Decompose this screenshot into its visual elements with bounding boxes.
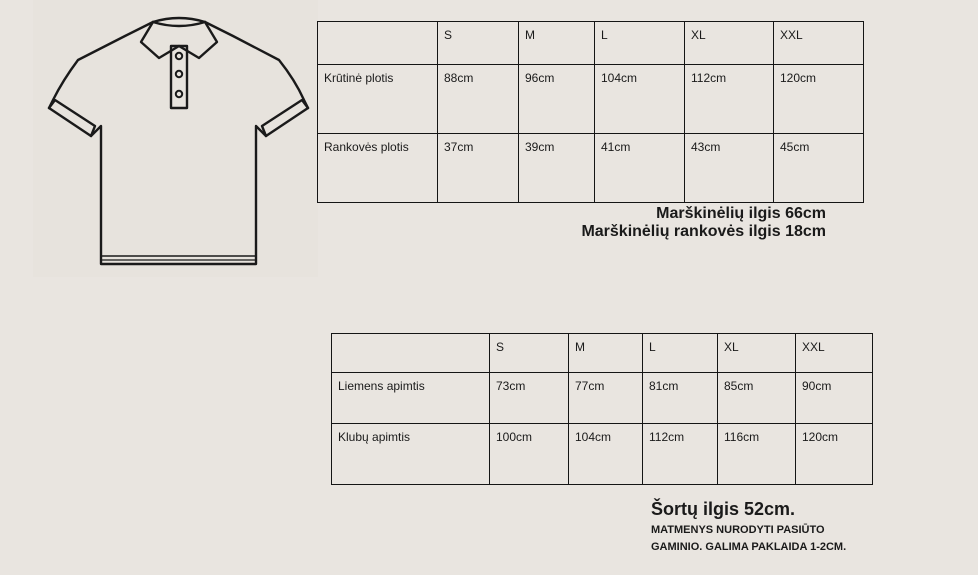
- shorts-length-note: Šortų ilgis 52cm.: [651, 499, 796, 519]
- row-label: Rankovės plotis: [318, 134, 438, 203]
- shirt-length-note: Marškinėlių ilgis 66cm: [656, 205, 826, 222]
- table-cell: 43cm: [685, 134, 774, 203]
- table-cell: 90cm: [796, 373, 873, 424]
- size-header-m: M: [569, 334, 643, 373]
- table-cell: 39cm: [519, 134, 595, 203]
- table-cell: 73cm: [490, 373, 569, 424]
- table-cell: 81cm: [643, 373, 718, 424]
- table-cell: 96cm: [519, 65, 595, 134]
- size-header-l: L: [643, 334, 718, 373]
- table-row: [332, 373, 873, 424]
- table-cell: 112cm: [685, 65, 774, 134]
- table-cell: 37cm: [438, 134, 519, 203]
- table-header-row: [332, 334, 873, 373]
- table-cell: 104cm: [569, 424, 643, 485]
- table-cell: 112cm: [643, 424, 718, 485]
- table-row: [318, 134, 864, 203]
- shirt-size-table: [317, 21, 864, 203]
- table-cell: 100cm: [490, 424, 569, 485]
- table-cell: 85cm: [718, 373, 796, 424]
- table-cell: 120cm: [774, 65, 864, 134]
- polo-shirt-icon: [33, 0, 318, 277]
- table-cell: 41cm: [595, 134, 685, 203]
- table-cell: 104cm: [595, 65, 685, 134]
- header-empty-cell: [318, 22, 438, 65]
- table-header-row: [318, 22, 864, 65]
- shorts-size-table: [331, 333, 873, 485]
- table-cell: 120cm: [796, 424, 873, 485]
- size-header-l: L: [595, 22, 685, 65]
- row-label: Klubų apimtis: [332, 424, 490, 485]
- size-header-xxl: XXL: [796, 334, 873, 373]
- table-cell: 88cm: [438, 65, 519, 134]
- row-label: Liemens apimtis: [332, 373, 490, 424]
- size-header-m: M: [519, 22, 595, 65]
- polo-shirt-illustration: [33, 0, 318, 277]
- size-header-xl: XL: [718, 334, 796, 373]
- measurement-note-line-1: MATMENYS NURODYTI PASIŪTO: [651, 524, 825, 536]
- table-cell: 116cm: [718, 424, 796, 485]
- size-header-xl: XL: [685, 22, 774, 65]
- table-row: [332, 424, 873, 485]
- size-header-s: S: [490, 334, 569, 373]
- sleeve-length-note: Marškinėlių rankovės ilgis 18cm: [581, 223, 826, 240]
- measurement-note-line-2: GAMINIO. GALIMA PAKLAIDA 1-2CM.: [651, 541, 847, 553]
- header-empty-cell: [332, 334, 490, 373]
- table-row: [318, 65, 864, 134]
- row-label: Krūtinė plotis: [318, 65, 438, 134]
- size-header-s: S: [438, 22, 519, 65]
- table-cell: 45cm: [774, 134, 864, 203]
- size-header-xxl: XXL: [774, 22, 864, 65]
- table-cell: 77cm: [569, 373, 643, 424]
